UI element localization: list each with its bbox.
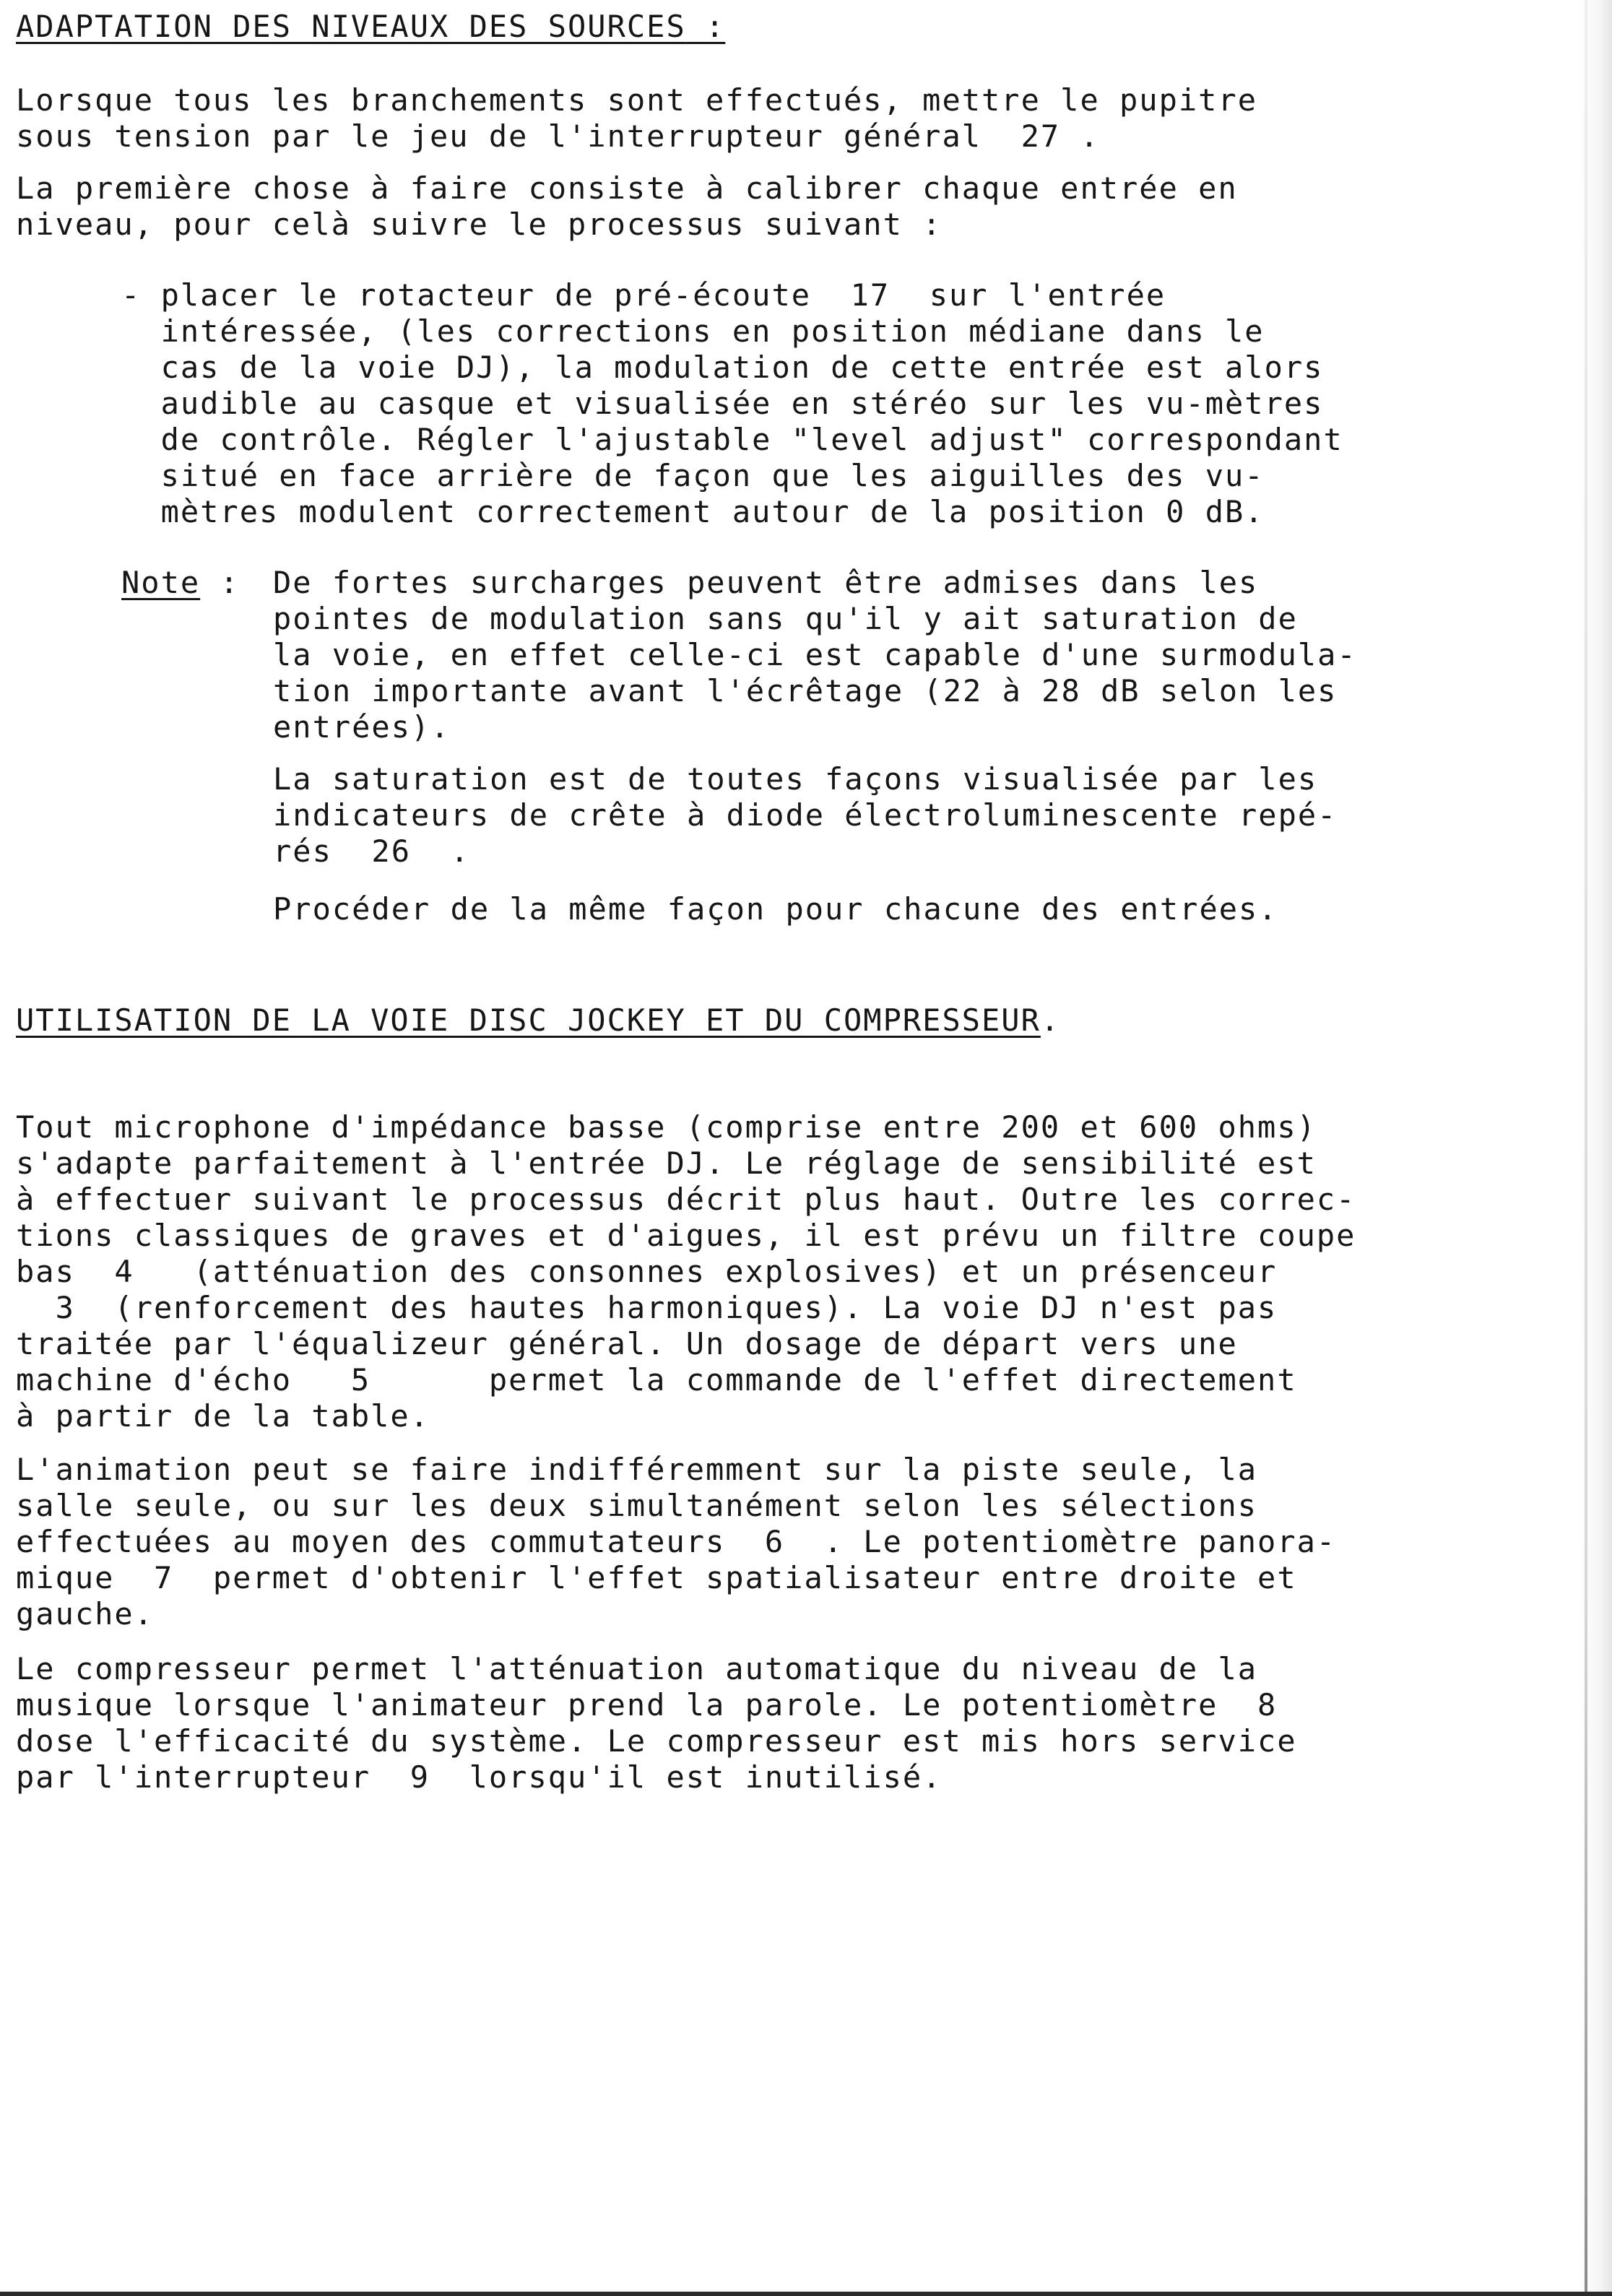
paragraph-calibration: La première chose à faire consiste à calibrer chaque entrée en niveau, pour celà suivre le processus suivant : <box>16 170 1238 242</box>
page-edge <box>1585 0 1587 2296</box>
page-bottom-edge <box>0 2292 1612 2296</box>
note-paragraph-saturation: La saturation est de toutes façons visualisée par les indicateurs de crête à diode électroluminescente repé- rés 26 . <box>273 761 1338 869</box>
section-heading-disc-jockey-text: UTILISATION DE LA VOIE DISC JOCKEY ET DU COMPRESSEUR <box>16 1002 1041 1038</box>
paragraph-compresseur: Le compresseur permet l'atténuation automatique du niveau de la musique lorsque l'animateur prend la parole. Le potentiomètre 8 dose l'efficacité du système. Le compresseur est mis hors service par l'interrupteur 9 lorsqu'il est inutilisé. <box>16 1651 1297 1795</box>
note-paragraph-proceder: Procéder de la même façon pour chacune des entrées. <box>273 891 1278 927</box>
bullet-rotacteur: - placer le rotacteur de pré-écoute 17 sur l'entrée intéressée, (les corrections en position médiane dans le cas de la voie DJ), la modulation de cette entrée est alors audible au casque et visualisée en stéréo sur les vu-mètres de contrôle. Régler l'ajustable "level adjust" correspondant situé en face arrière de façon que les aiguilles des vu- mètres modulent correctement autour de la position 0 dB. <box>121 277 1343 529</box>
paragraph-animation: L'animation peut se faire indifféremment sur la piste seule, la salle seule, ou sur les deux simultanément selon les sélections effectuées au moyen des commutateurs 6 . Le potentiomètre panora- mique 7 permet d'obtenir l'effet spatialisateur entre droite et gauche. <box>16 1452 1337 1632</box>
section-heading-adaptation-text: ADAPTATION DES NIVEAUX DES SOURCES <box>16 9 686 44</box>
note-label-colon: : <box>200 565 240 600</box>
section-heading-disc-jockey <box>16 1002 1060 1039</box>
note-label-text: Note <box>121 565 201 600</box>
section-heading-adaptation-suffix: : <box>685 9 726 44</box>
section-heading-disc-jockey-suffix: . <box>1040 1002 1061 1038</box>
paragraph-power-on: Lorsque tous les branchements sont effectués, mettre le pupitre sous tension par le jeu de l'interrupteur général 27 . <box>16 82 1258 154</box>
section-heading-adaptation <box>16 9 725 45</box>
paragraph-microphone: Tout microphone d'impédance basse (comprise entre 200 et 600 ohms) s'adapte parfaitement à l'entrée DJ. Le réglage de sensibilité est à effectuer suivant le processus décrit plus haut. Outre les correc- tions classiques de graves et d'aigues, il est prévu un filtre coupe bas 4 (atténuation des consonnes explosives) et un présenceur 3 (renforcement des hautes harmoniques). La voie DJ n'est pas traitée par l'équalizeur général. Un dosage de départ vers une machine d'écho 5 permet la commande de l'effet directement à partir de la table. <box>16 1109 1356 1434</box>
page-shadow-right <box>1579 0 1612 2296</box>
note-label <box>121 565 240 601</box>
note-paragraph-surcharges: De fortes surcharges peuvent être admises dans les pointes de modulation sans qu'il y ait saturation de la voie, en effet celle-ci est capable d'une surmodula- tion importante avant l'écrêtage (22 à 28 dB selon les entrées). <box>273 565 1357 745</box>
